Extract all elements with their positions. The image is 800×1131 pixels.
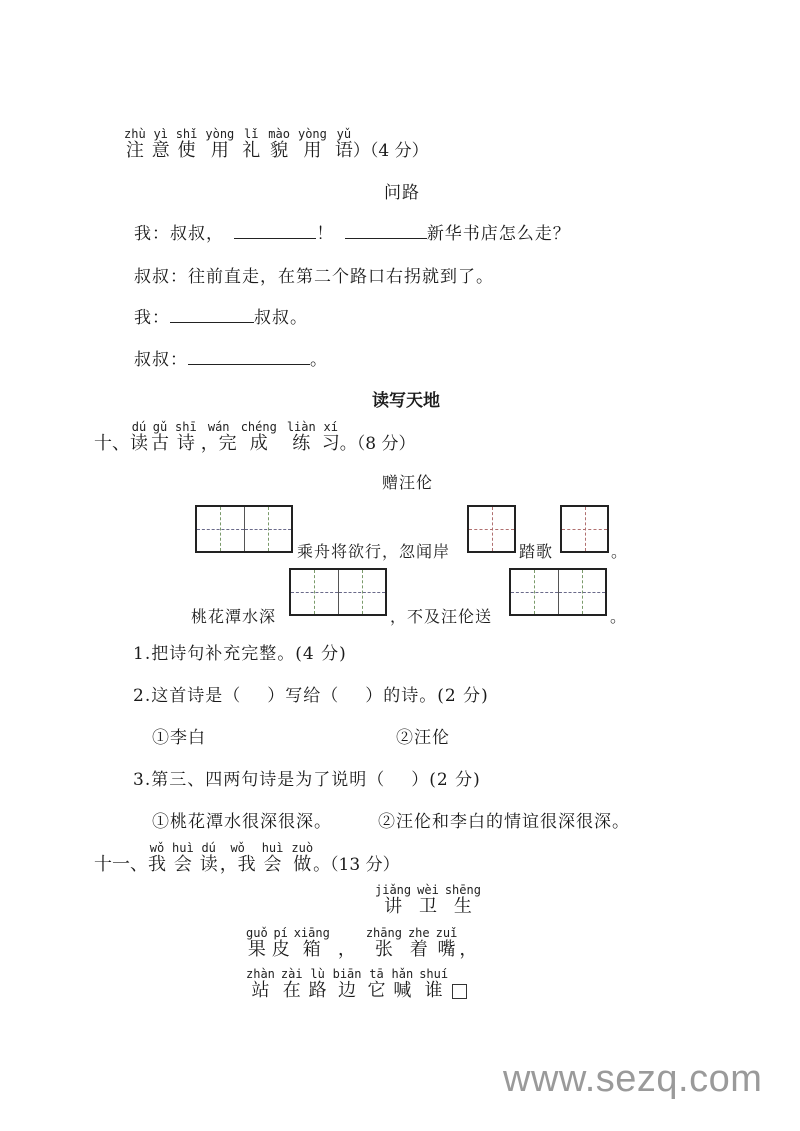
ruby-char: shēng 生 xyxy=(444,883,481,917)
ruby-char: shuí 谁 xyxy=(419,967,449,1001)
dialogue-line-4 xyxy=(134,345,328,370)
grid-cell[interactable] xyxy=(558,570,605,614)
grid-cell[interactable] xyxy=(562,507,607,551)
ruby-char: shǐ 使 xyxy=(175,127,198,161)
ruby-char: wǒ 我 xyxy=(148,841,166,875)
subquestion-1: 1.把诗句补充完整。(4 分) xyxy=(133,644,347,664)
ruby-char: biān 边 xyxy=(332,967,362,1001)
ruby-char: mào 貌 xyxy=(268,127,290,161)
ruby-char: zhù 注 xyxy=(124,127,146,161)
question-number: 十一、 xyxy=(94,854,148,875)
ruby-char: dú 读 xyxy=(199,841,218,875)
ruby-char: zhāng 张 xyxy=(365,926,402,960)
ruby-char: yòng 用 xyxy=(205,127,235,161)
option-1: ①李白 xyxy=(152,728,206,748)
square-box-icon[interactable] xyxy=(452,984,467,999)
punctuation-answer-box[interactable] xyxy=(452,968,467,1001)
poem-title: 赠汪伦 xyxy=(382,473,434,492)
ruby-char: yòng 用 xyxy=(297,127,327,161)
ruby-char: ， xyxy=(337,939,356,960)
ruby-char: huì 会 xyxy=(172,841,194,875)
watermark: www.sezq.com xyxy=(503,1058,763,1100)
answer-blank[interactable] xyxy=(345,222,427,239)
writing-grid-2chars[interactable] xyxy=(195,505,293,553)
line-text: ！ xyxy=(316,224,335,244)
ruby-char: tā 它 xyxy=(367,967,386,1001)
ruby-char: liàn 练 xyxy=(286,420,316,454)
poem-title-jiangweisheng xyxy=(375,884,481,917)
line-text: 叔叔。 xyxy=(254,308,308,328)
grid-cell[interactable] xyxy=(244,507,291,551)
ruby-char: ， xyxy=(459,939,478,960)
grid-cell[interactable] xyxy=(338,570,385,614)
ruby-char: lǐ 礼 xyxy=(242,127,261,161)
score-label: 。（13 分） xyxy=(313,855,400,875)
question11-title xyxy=(94,842,400,875)
line-text: 新华书店怎么走？ xyxy=(426,224,571,244)
ruby-char: zhe 着 xyxy=(407,926,430,960)
ruby-char: zuò 做 xyxy=(291,841,314,875)
line-text: 往前直走，在第二个路口右拐就到了。 xyxy=(188,267,494,287)
ruby-char: yì 意 xyxy=(151,127,170,161)
ruby-char: shī 诗 xyxy=(175,420,197,454)
question9-instruction xyxy=(124,128,429,161)
grid-cell[interactable] xyxy=(197,507,244,551)
writing-grid-2chars[interactable] xyxy=(509,568,607,616)
ruby-char: yǔ 语 xyxy=(334,127,353,161)
ruby-char: huì 会 xyxy=(261,841,284,875)
writing-grid-1char[interactable] xyxy=(560,505,609,553)
dialogue-line-3 xyxy=(134,303,308,328)
speaker-label: 我： xyxy=(134,308,170,328)
line-text: 叔叔， xyxy=(170,224,224,244)
section-heading: 读写天地 xyxy=(372,391,440,411)
grid-cell[interactable] xyxy=(469,507,514,551)
poem-line2-end: 。 xyxy=(610,607,628,626)
grid-cell[interactable] xyxy=(291,570,338,614)
dialogue-line-2 xyxy=(134,262,494,287)
subquestion-2: 2.这首诗是（ ）写给（ ）的诗。(2 分) xyxy=(133,686,489,706)
writing-grid-2chars[interactable] xyxy=(289,568,387,616)
speaker-label: 叔叔： xyxy=(134,350,188,370)
poem-line-2 xyxy=(246,968,467,1001)
option-2: ②汪伦 xyxy=(396,728,450,748)
ruby-char: wèi 卫 xyxy=(417,883,439,917)
ruby-char: dú 读 xyxy=(130,420,148,454)
ruby-char: gǔ 古 xyxy=(151,420,169,454)
ruby-char: pí 皮 xyxy=(271,926,290,960)
ruby-char: zhàn 站 xyxy=(246,967,275,1001)
speaker-label: 我： xyxy=(134,224,170,244)
grid-cell[interactable] xyxy=(511,570,558,614)
poem-line1-end: 。 xyxy=(611,542,629,561)
ruby-char: xí 习 xyxy=(321,420,340,454)
question10-title xyxy=(94,421,415,454)
ruby-char: wán ，完 xyxy=(200,420,237,454)
subquestion-3: 3.第三、四两句诗是为了说明（ ）(2 分) xyxy=(133,770,481,790)
poem-line-1 xyxy=(246,927,477,960)
dialogue-title: 问路 xyxy=(384,183,420,203)
answer-blank[interactable] xyxy=(234,222,316,239)
answer-blank[interactable] xyxy=(188,348,310,365)
option-2: ②汪伦和李白的情谊很深很深。 xyxy=(378,812,630,832)
ruby-char: wǒ ，我 xyxy=(219,841,256,875)
speaker-label: 叔叔： xyxy=(134,267,188,287)
question-number: 十、 xyxy=(94,433,130,454)
ruby-char: zài 在 xyxy=(280,967,303,1001)
answer-blank[interactable] xyxy=(170,306,254,323)
poem-line2-text: 桃花潭水深 xyxy=(191,607,277,626)
poem-line2-text2: ，不及汪伦送 xyxy=(390,607,493,626)
writing-grid-1char[interactable] xyxy=(467,505,516,553)
line-text: 。 xyxy=(310,350,328,370)
dialogue-line-1 xyxy=(134,219,571,244)
ruby-char: xiāng 箱 xyxy=(293,926,330,960)
score-label: 。（8 分） xyxy=(339,434,416,454)
ruby-char: hǎn 喊 xyxy=(391,967,414,1001)
poem-line1-text2: 踏歌 xyxy=(519,542,554,561)
ruby-char: zuǐ 嘴 xyxy=(435,926,458,960)
option-1: ①桃花潭水很深很深。 xyxy=(152,812,332,832)
ruby-char: guǒ 果 xyxy=(246,926,268,960)
score-label: ）（4 分） xyxy=(352,141,429,161)
ruby-char: chéng 成 xyxy=(240,420,277,454)
poem-line1-text: 乘舟将欲行，忽闻岸 xyxy=(297,542,451,561)
ruby-char: lù 路 xyxy=(308,967,327,1001)
ruby-char: jiǎng 讲 xyxy=(375,883,412,917)
